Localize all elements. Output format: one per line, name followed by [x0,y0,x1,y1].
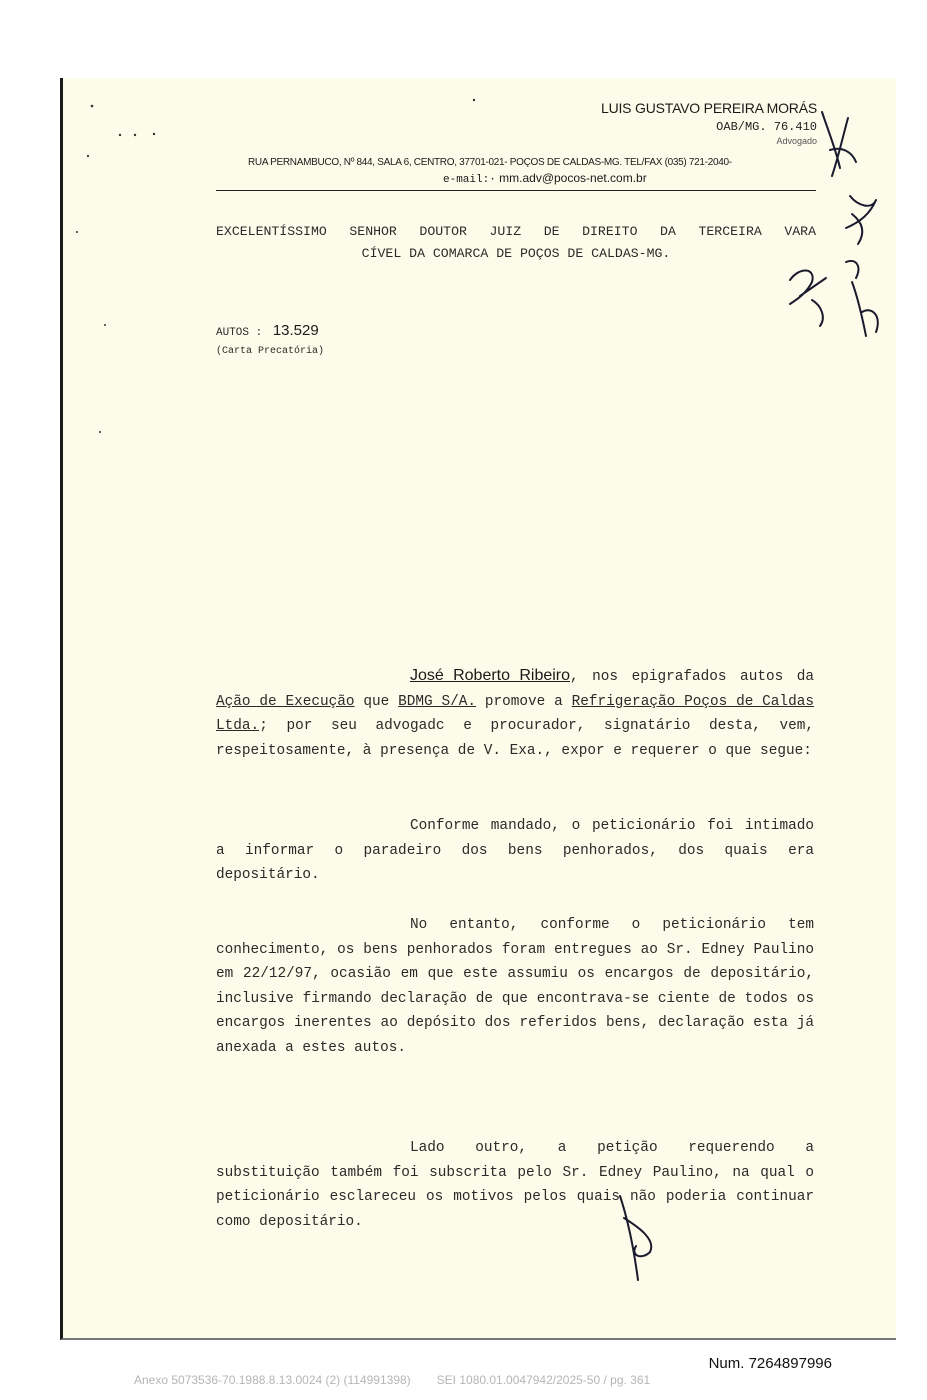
letterhead-divider [216,190,816,191]
email-label: e-mail:· [443,174,496,186]
annex-reference: Anexo 5073536-70.1988.8.13.0024 (2) (114991398) [134,1373,411,1387]
addressee-line-1: EXCELENTÍSSIMO SENHOR DOUTOR JUIZ DE DIREITO DA TERCEIRA VARA [216,224,816,239]
case-label: AUTOS : [216,327,263,339]
paragraph-2-text: Conforme mandado, o peticionário foi intimado a informar o paradeiro dos bens penhorados, dos quais era depositário. [216,818,814,884]
email-address: mm.adv@pocos-net.com.br [499,171,647,185]
paragraph-3 [216,913,814,1061]
paragraph-4 [216,1136,814,1234]
paragraph-3-text: No entanto, conforme o peticionário tem conhecimento, os bens penhorados foram entregues ao Sr. Edney Paulino em 22/12/97, ocasião em que este assumiu os encargos de depositário, inclusive firmando declaração de que encontrava-se ciente de todos os encargos inerentes ao depósito dos referidos bens, declaração esta já anexada a estes autos. [216,917,814,1056]
lawyer-name: LUIS GUSTAVO PEREIRA MORÁS [601,100,817,116]
paragraph-1-text-d: ; por seu advogadc e procurador, signatário desta, vem, respeitosamente, à presença de V. Exa., expor e requerer o que segue: [216,718,814,759]
case-number: 13.529 [272,322,319,339]
letterhead-address: RUA PERNAMBUCO, Nº 844, SALA 6, CENTRO, 37701-021- POÇOS DE CALDAS-MG. TEL/FAX (035) 721-2040- [248,157,732,168]
paragraph-1-text-b: que [354,693,399,710]
petitioner-name: José Roberto Ribeiro [410,667,571,684]
sei-reference: SEI 1080.01.0047942/2025-50 / pg. 361 [436,1373,651,1387]
lawyer-role: Advogado [776,136,817,146]
footer-reference [134,1373,650,1387]
case-type: (Carta Precatória) [216,346,325,357]
oab-number: OAB/MG. 76.410 [716,120,817,134]
paragraph-1-text-a: , nos epigrafados autos da [570,669,815,685]
paragraph-1-text-c: promove a [476,693,572,710]
paragraph-1 [216,664,814,763]
letterhead-email-line [443,171,647,186]
paragraph-4-text: Lado outro, a petição requerendo a substituição também foi subscrita pelo Sr. Edney Paulino, na qual o peticionário esclareceu os motivos pelos quais não poderia continuar como depositário. [216,1140,814,1230]
paragraph-2 [216,814,814,888]
action-name: Ação de Execução [216,693,355,710]
addressee-line-2: CÍVEL DA COMARCA DE POÇOS DE CALDAS-MG. [361,246,671,261]
creditor-name: BDMG S/A. [398,693,477,710]
document-number: Num. 7264897996 [708,1355,832,1372]
debtor-name: Refrigeração Poços de Caldas Ltda. [216,693,814,735]
case-reference [216,322,319,339]
